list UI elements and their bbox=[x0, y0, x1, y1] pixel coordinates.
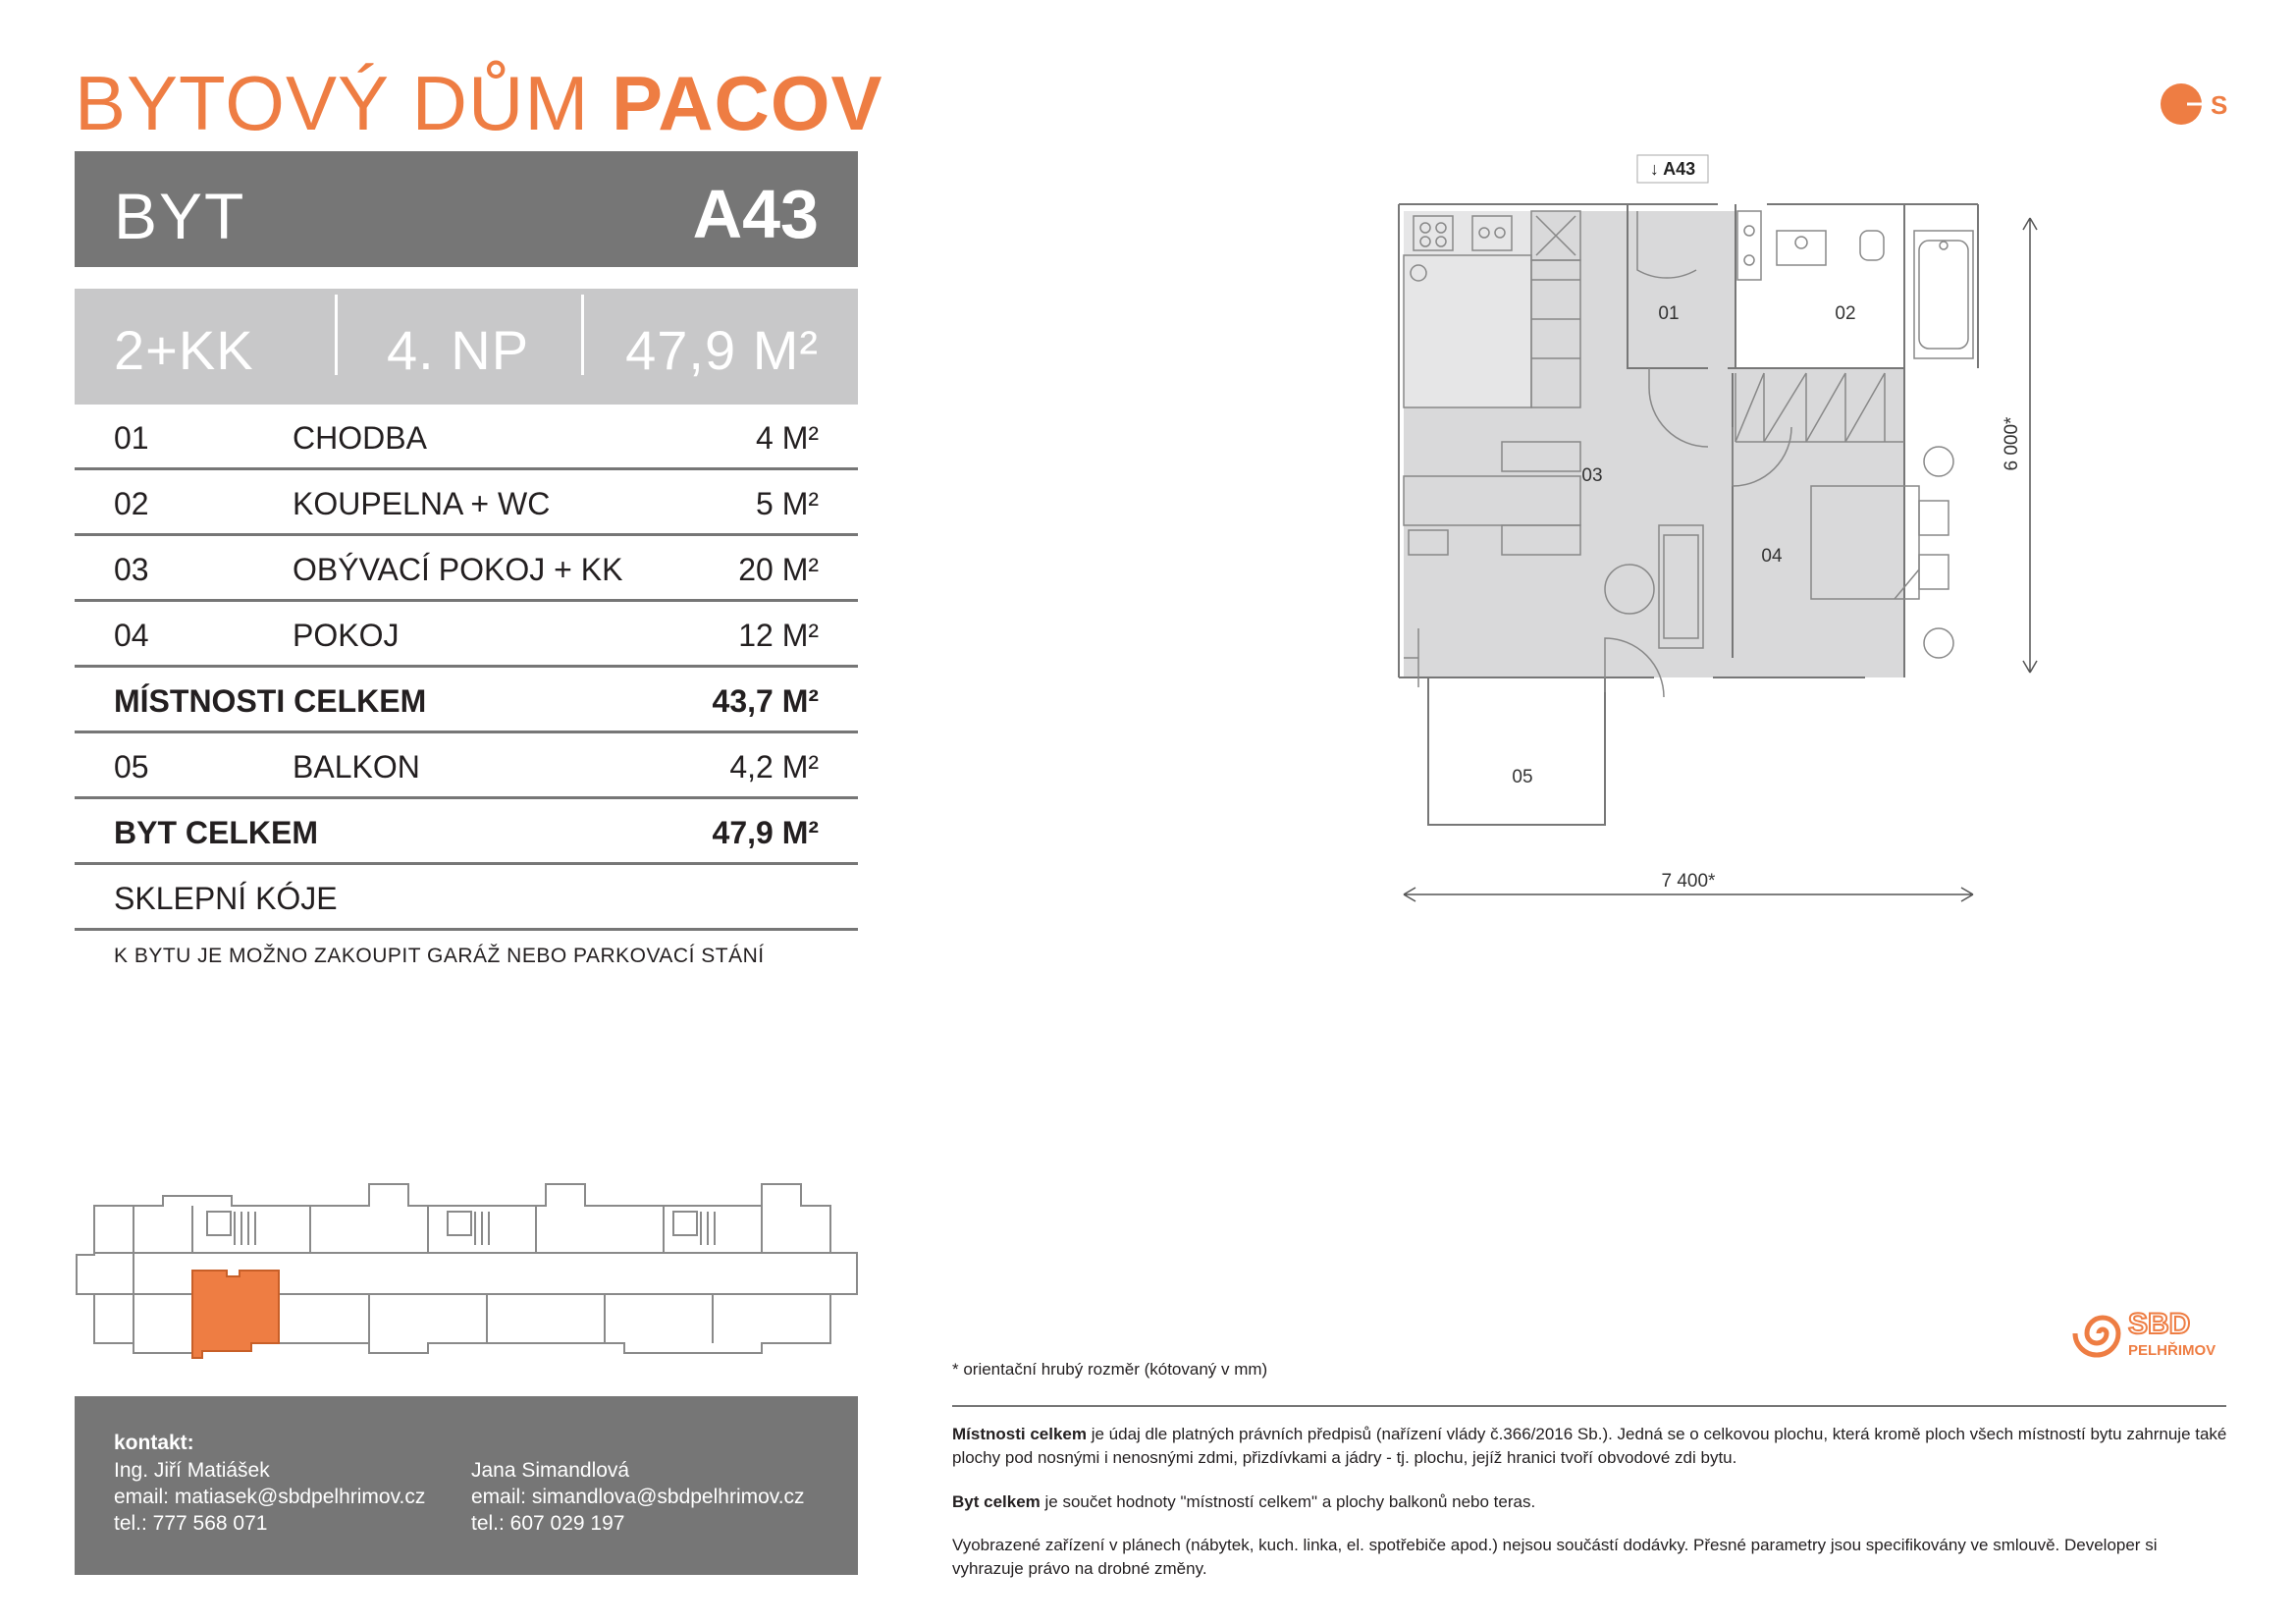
legal-term-unit-total: Byt celkem bbox=[952, 1492, 1041, 1511]
cellar-label: SKLEPNÍ KÓJE bbox=[114, 881, 338, 916]
unit-header bbox=[75, 151, 858, 267]
legal-text: je součet hodnoty "místností celkem" a plochy balkonů nebo teras. bbox=[1040, 1492, 1536, 1511]
legal-paragraph-3: Vyobrazené zařízení v plánech (nábytek, kuch. linka, el. spotřebiče apod.) nejsou součástí dodávky. Přesné parametry jsou specifikovány ve smlouvě. Developer si vyhrazuje právo na drobné změny. bbox=[952, 1536, 2158, 1578]
sbd-logo bbox=[2071, 1298, 2238, 1367]
room-area: 20 M² bbox=[738, 552, 819, 587]
room-name: POKOJ bbox=[293, 618, 400, 653]
unit-total-label: BYT CELKEM bbox=[114, 815, 318, 850]
contact-name: Jana Simandlová bbox=[471, 1459, 630, 1482]
es-logo bbox=[2160, 82, 2238, 132]
room-name: OBÝVACÍ POKOJ + KK bbox=[293, 552, 623, 587]
contact-email[interactable]: email: matiasek@sbdpelhrimov.cz bbox=[114, 1486, 426, 1508]
rooms-table bbox=[75, 405, 858, 931]
contact-phone[interactable]: tel.: 607 029 197 bbox=[471, 1512, 625, 1535]
summary-floor: 4. NP bbox=[387, 319, 530, 381]
sbd-logo-spiral bbox=[2075, 1318, 2118, 1355]
legal-paragraph-2 bbox=[952, 1490, 2228, 1514]
dimension-height: 6 000* bbox=[2002, 416, 2022, 471]
legal-divider bbox=[952, 1405, 2226, 1407]
summary-divider bbox=[335, 295, 338, 375]
contact-phone[interactable]: tel.: 777 568 071 bbox=[114, 1512, 268, 1535]
title-light: BYTOVÝ DŮM bbox=[75, 60, 590, 146]
es-logo-letter: S bbox=[2211, 90, 2228, 120]
legal-term-rooms-total: Místnosti celkem bbox=[952, 1425, 1087, 1443]
unit-code: A43 bbox=[692, 176, 819, 252]
room-area: 4 M² bbox=[756, 420, 819, 456]
cellar-row bbox=[75, 865, 858, 931]
room-area: 12 M² bbox=[738, 618, 819, 653]
contact-box bbox=[75, 1396, 858, 1575]
legal-paragraph-1 bbox=[952, 1423, 2228, 1470]
room-number: 05 bbox=[114, 749, 149, 785]
sbd-logo-subtext: PELHŘIMOV bbox=[2128, 1342, 2216, 1359]
rooms-total-label: MÍSTNOSTI CELKEM bbox=[114, 683, 427, 719]
unit-summary bbox=[75, 289, 858, 405]
plan-rooms bbox=[1404, 211, 1904, 677]
plan-label-01: 01 bbox=[1658, 303, 1680, 324]
room-number: 04 bbox=[114, 618, 149, 653]
room-number: 03 bbox=[114, 552, 149, 587]
contact-person-2 bbox=[471, 1457, 805, 1537]
key-plan bbox=[75, 1176, 860, 1382]
contact-name: Ing. Jiří Matiášek bbox=[114, 1459, 270, 1482]
room-area: 5 M² bbox=[756, 486, 819, 521]
balcony-row bbox=[75, 733, 858, 799]
legal-text: je údaj dle platných právních předpisů (nařízení vlády č.366/2016 Sb.). Jedná se o celkovou plochu, která kromě ploch všech místností bytu zahrnuje také plochy pod nosnými i nenosnými zdmi, přizdívkami a jádry - tj. plochu, jejíž hranici tvoří obvodové zdi bytu. bbox=[952, 1425, 2227, 1467]
room-name: BALKON bbox=[293, 749, 420, 785]
rooms-total-area: 43,7 M² bbox=[712, 683, 819, 719]
contact-email[interactable]: email: simandlova@sbdpelhrimov.cz bbox=[471, 1486, 805, 1508]
title-bold: PACOV bbox=[611, 60, 883, 146]
room-area: 4,2 M² bbox=[729, 749, 819, 785]
unit-total-area: 47,9 M² bbox=[712, 815, 819, 850]
sbd-logo-text: SBD bbox=[2128, 1308, 2191, 1340]
room-row bbox=[75, 470, 858, 536]
page-title bbox=[75, 60, 883, 146]
room-name: KOUPELNA + WC bbox=[293, 486, 551, 521]
plan-label-04: 04 bbox=[1761, 546, 1783, 567]
key-plan-highlight bbox=[192, 1271, 279, 1358]
plan-label-03: 03 bbox=[1581, 465, 1603, 486]
room-number: 02 bbox=[114, 486, 149, 521]
summary-divider bbox=[581, 295, 584, 375]
room-row bbox=[75, 405, 858, 470]
unit-label: BYT bbox=[114, 180, 246, 252]
room-number: 01 bbox=[114, 420, 149, 456]
contact-person-1 bbox=[114, 1457, 425, 1537]
contact-heading: kontakt: bbox=[114, 1432, 194, 1454]
unit-tag-label: ↓ A43 bbox=[1649, 159, 1696, 179]
summary-area: 47,9 M² bbox=[625, 319, 819, 381]
room-row bbox=[75, 602, 858, 668]
footnote: * orientační hrubý rozměr (kótovaný v mm) bbox=[952, 1360, 1268, 1379]
floor-plan bbox=[1374, 147, 2258, 913]
parking-note: K BYTU JE MOŽNO ZAKOUPIT GARÁŽ NEBO PARKOVACÍ STÁNÍ bbox=[114, 945, 765, 967]
unit-total-row bbox=[75, 799, 858, 865]
rooms-total-row bbox=[75, 668, 858, 733]
room-name: CHODBA bbox=[293, 420, 427, 456]
dimension-width: 7 400* bbox=[1661, 871, 1716, 892]
plan-label-02: 02 bbox=[1835, 303, 1856, 324]
summary-layout: 2+KK bbox=[114, 319, 254, 381]
room-row bbox=[75, 536, 858, 602]
unit-tag bbox=[1637, 155, 1708, 183]
plan-label-05: 05 bbox=[1512, 767, 1533, 787]
